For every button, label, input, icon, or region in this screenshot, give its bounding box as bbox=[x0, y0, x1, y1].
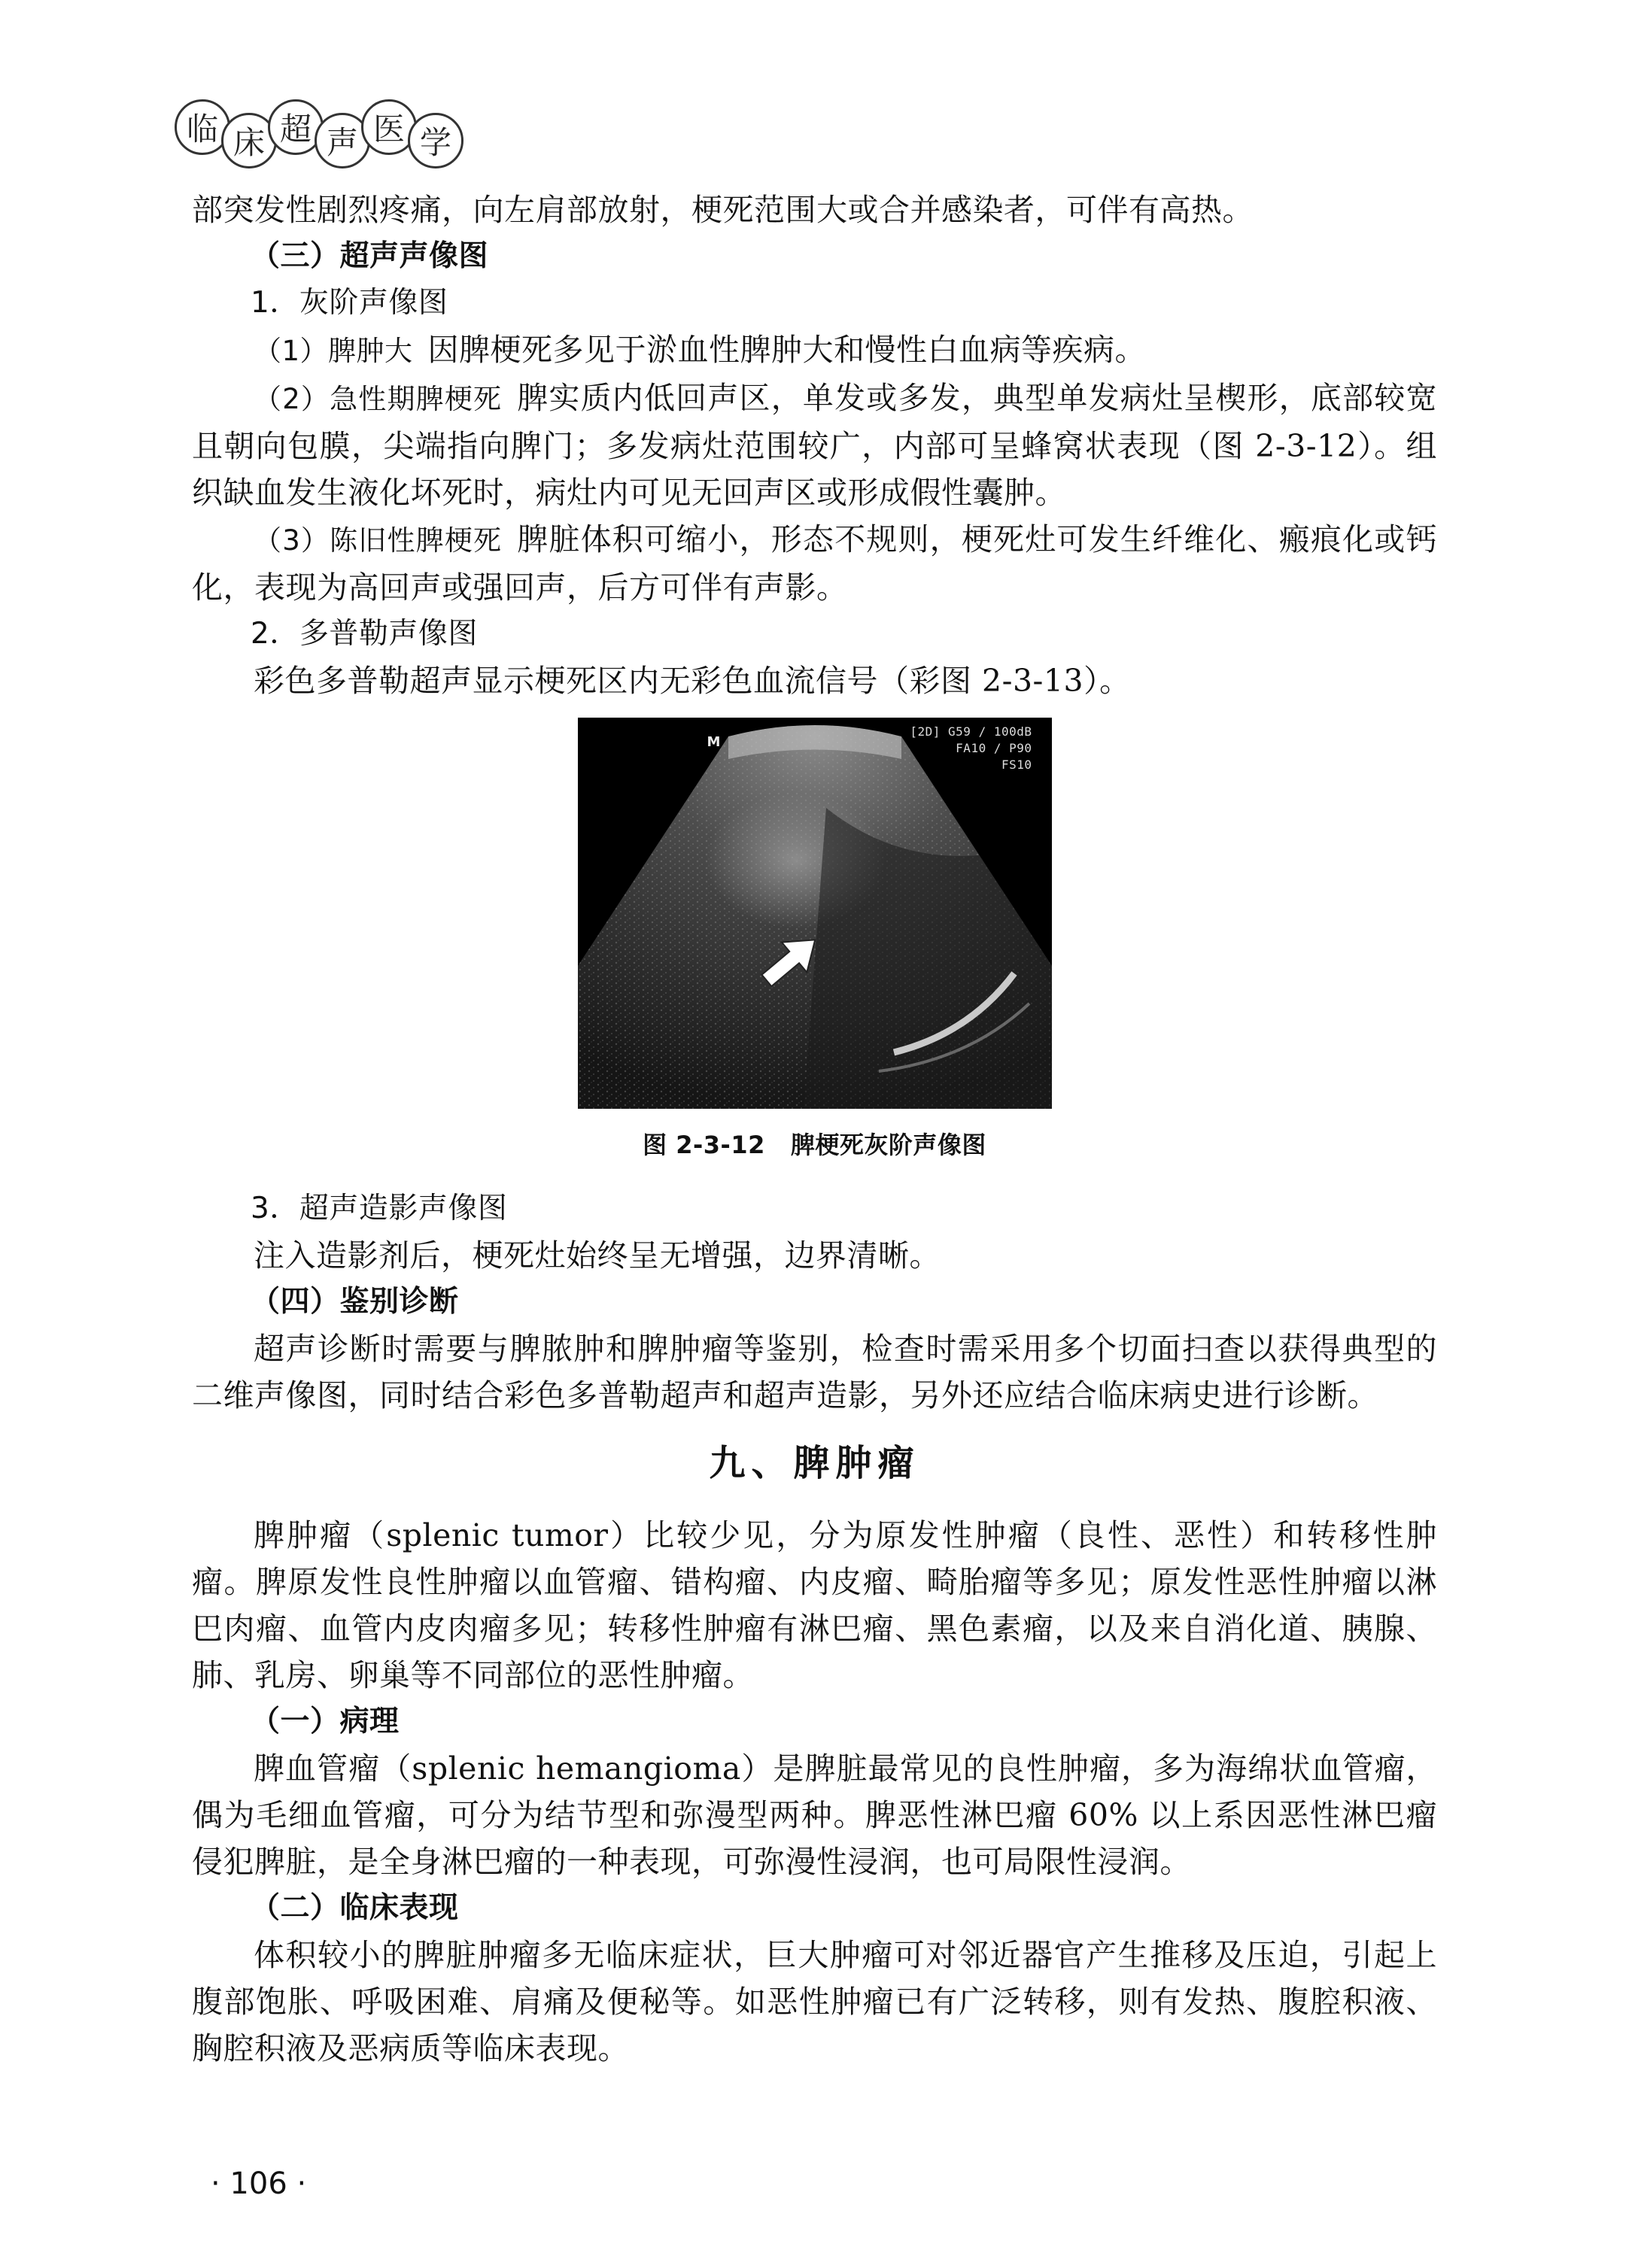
section-heading: （二）临床表现 bbox=[251, 1891, 459, 1925]
header-char: 声 bbox=[315, 113, 370, 169]
item-label: （3）陈旧性脾梗死 bbox=[254, 524, 503, 557]
paragraph: 脾肿瘤（splenic tumor）比较少见，分为原发性肿瘤（良性、恶性）和转移性肿瘤。脾原发性良性肿瘤以血管瘤、错构瘤、内皮瘤、畸胎瘤等多见；原发性恶性肿瘤以淋巴肉瘤、血管内皮肉瘤多见；转移性肿瘤有淋巴瘤、黑色素瘤，以及来自消化道、胰腺、肺、乳房、卵巢等不同部位的恶性肿瘤。 bbox=[192, 1517, 1437, 1693]
caption-text: 脾梗死灰阶声像图 bbox=[790, 1131, 986, 1159]
ultrasound-drawing bbox=[578, 718, 1052, 1109]
section-heading: （一）病理 bbox=[251, 1705, 400, 1738]
settings-line: [2D] G59 / 100dB bbox=[910, 724, 1032, 739]
page-number: · 106 · bbox=[211, 2166, 307, 2201]
ultrasound-image bbox=[578, 718, 1052, 1109]
settings-line: FA10 / P90 bbox=[956, 741, 1032, 755]
item-label: （2）急性期脾梗死 bbox=[254, 383, 503, 415]
section-heading: （三）超声声像图 bbox=[251, 239, 489, 273]
chapter-section-title: 九、脾肿瘤 bbox=[709, 1442, 920, 1484]
figure-caption bbox=[192, 1128, 1437, 1161]
section-heading: （四）鉴别诊断 bbox=[251, 1285, 459, 1319]
paragraph: 体积较小的脾脏肿瘤多无临床症状，巨大肿瘤可对邻近器官产生推移及压迫，引起上腹部饱胀、呼吸困难、肩痛及便秘等。如恶性肿瘤已有广泛转移，则有发热、腹腔积液、胸腔积液及恶病质等临床表现。 bbox=[192, 1937, 1437, 2066]
item-label: （1）脾肿大 bbox=[254, 335, 413, 367]
paragraph: 超声诊断时需要与脾脓肿和脾肿瘤等鉴别，检查时需采用多个切面扫查以获得典型的二维声像图，同时结合彩色多普勒超声和超声造影，另外还应结合临床病史进行诊断。 bbox=[192, 1331, 1437, 1413]
item-text: 脾实质内低回声区，单发或多发，典型单发病灶呈楔形，底部较宽且朝向包膜，尖端指向脾门；多发病灶范围较广，内部可呈蜂窝状表现（图 2-3-12）。组织缺血发生液化坏死时，病灶内可见无回声区或形成假性囊肿。 bbox=[192, 380, 1437, 511]
probe-marker: M bbox=[707, 734, 721, 750]
paragraph: 彩色多普勒超声显示梗死区内无彩色血流信号（彩图 2-3-13）。 bbox=[254, 663, 1131, 699]
header-char: 医 bbox=[361, 99, 417, 155]
settings-line: FS10 bbox=[1001, 758, 1032, 772]
paragraph bbox=[192, 516, 1437, 611]
paragraph bbox=[192, 326, 1437, 375]
item-text: 脾脏体积可缩小，形态不规则，梗死灶可发生纤维化、瘢痕化或钙化，表现为高回声或强回声，后方可伴有声影。 bbox=[192, 521, 1437, 606]
paragraph: 部突发性剧烈疼痛，向左肩部放射，梗死范围大或合并感染者，可伴有高热。 bbox=[192, 192, 1254, 228]
header-char: 学 bbox=[408, 113, 463, 169]
subsection-heading: 3．超声造影声像图 bbox=[251, 1192, 508, 1225]
paragraph bbox=[192, 375, 1437, 516]
item-text: 因脾梗死多见于淤血性脾肿大和慢性白血病等疾病。 bbox=[427, 332, 1147, 368]
header-char: 床 bbox=[221, 113, 277, 169]
header-char: 临 bbox=[175, 99, 230, 155]
subsection-heading: 1．灰阶声像图 bbox=[251, 286, 448, 320]
header-char: 超 bbox=[268, 99, 324, 155]
page-body bbox=[192, 187, 1437, 2072]
caption-number: 图 2-3-12 bbox=[643, 1131, 765, 1159]
subsection-heading: 2．多普勒声像图 bbox=[251, 617, 478, 651]
paragraph: 注入造影剂后，梗死灶始终呈无增强，边界清晰。 bbox=[254, 1237, 941, 1274]
ultrasound-settings bbox=[910, 724, 1032, 773]
paragraph: 脾血管瘤（splenic hemangioma）是脾脏最常见的良性肿瘤，多为海绵状血管瘤，偶为毛细血管瘤，可分为结节型和弥漫型两种。脾恶性淋巴瘤 60% 以上系因恶性淋巴瘤侵犯脾脏，是全身淋巴瘤的一种表现，可弥漫性浸润，也可局限性浸润。 bbox=[192, 1750, 1437, 1880]
